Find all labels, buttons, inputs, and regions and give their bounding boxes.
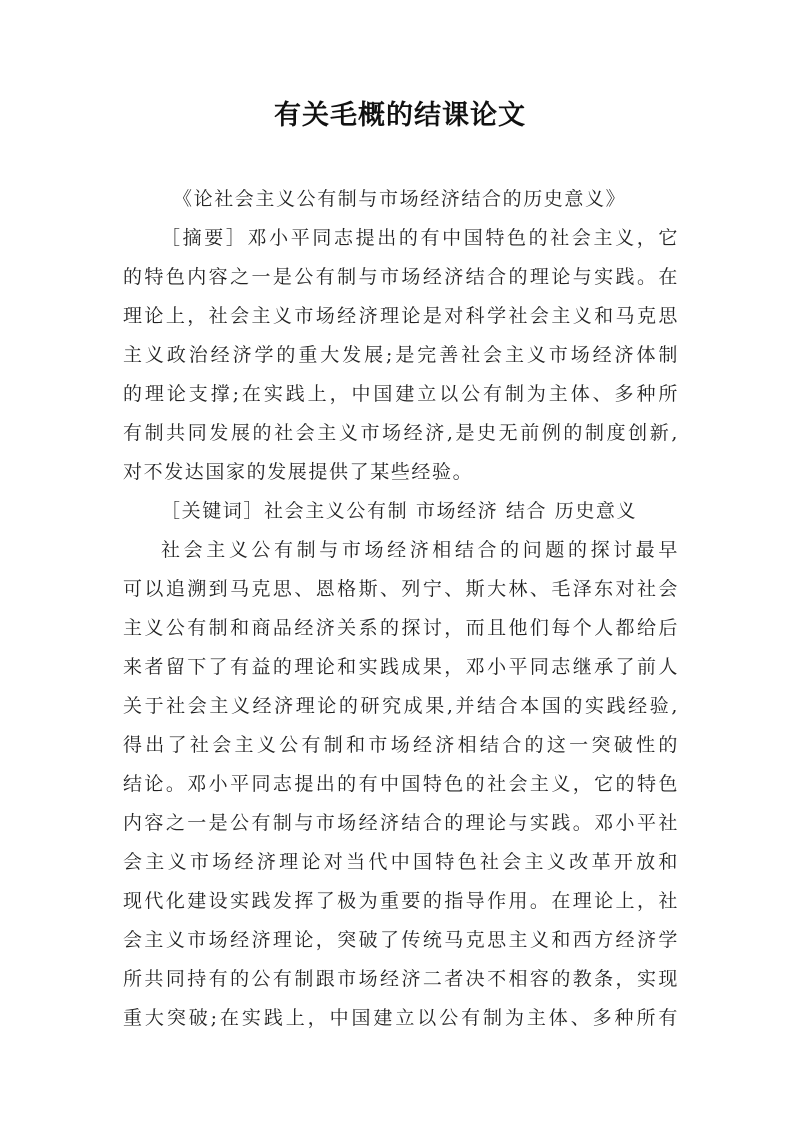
abstract-line: 的特色内容之一是公有制与市场经济结合的理论与实践。在 <box>123 266 679 288</box>
keywords-line: ［关键词］社会主义公有制 市场经济 结合 历史意义 <box>161 500 638 522</box>
body-line: 社会主义公有制与市场经济相结合的问题的探讨最早 <box>161 539 679 561</box>
body-line: 现代化建设实践发挥了极为重要的指导作用。在理论上，社 <box>123 890 679 912</box>
abstract-paragraph <box>123 219 679 492</box>
document-body <box>123 180 679 1038</box>
body-line: 可以追溯到马克思、恩格斯、列宁、斯大林、毛泽东对社会 <box>123 578 679 600</box>
body-line: 关于社会主义经济理论的研究成果,并结合本国的实践经验, <box>123 695 679 717</box>
abstract-line: ［摘要］邓小平同志提出的有中国特色的社会主义，它 <box>161 227 679 249</box>
abstract-line: 有制共同发展的社会主义市场经济,是史无前例的制度创新, <box>123 422 679 444</box>
body-line: 所共同持有的公有制跟市场经济二者决不相容的教条，实现 <box>123 968 679 990</box>
abstract-line: 的理论支撑;在实践上，中国建立以公有制为主体、多种所 <box>123 383 679 405</box>
body-line: 主义公有制和商品经济关系的探讨，而且他们每个人都给后 <box>123 617 679 639</box>
body-line: 得出了社会主义公有制和市场经济相结合的这一突破性的 <box>123 734 679 756</box>
body-paragraph <box>123 531 679 1038</box>
essay-subtitle: 《论社会主义公有制与市场经济结合的历史意义》 <box>173 188 627 210</box>
abstract-line: 理论上，社会主义市场经济理论是对科学社会主义和马克思 <box>123 305 679 327</box>
body-line: 会主义市场经济理论对当代中国特色社会主义改革开放和 <box>123 851 679 873</box>
body-line: 内容之一是公有制与市场经济结合的理论与实践。邓小平社 <box>123 812 679 834</box>
abstract-line: 对不发达国家的发展提供了某些经验。 <box>123 461 474 483</box>
body-line: 重大突破;在实践上，中国建立以公有制为主体、多种所有 <box>123 1007 679 1029</box>
document-title: 有关毛概的结课论文 <box>274 100 526 131</box>
body-line: 会主义市场经济理论，突破了传统马克思主义和西方经济学 <box>123 929 679 951</box>
abstract-line: 主义政治经济学的重大发展;是完善社会主义市场经济体制 <box>123 344 679 366</box>
body-line: 结论。邓小平同志提出的有中国特色的社会主义，它的特色 <box>123 773 679 795</box>
body-line: 来者留下了有益的理论和实践成果，邓小平同志继承了前人 <box>123 656 679 678</box>
